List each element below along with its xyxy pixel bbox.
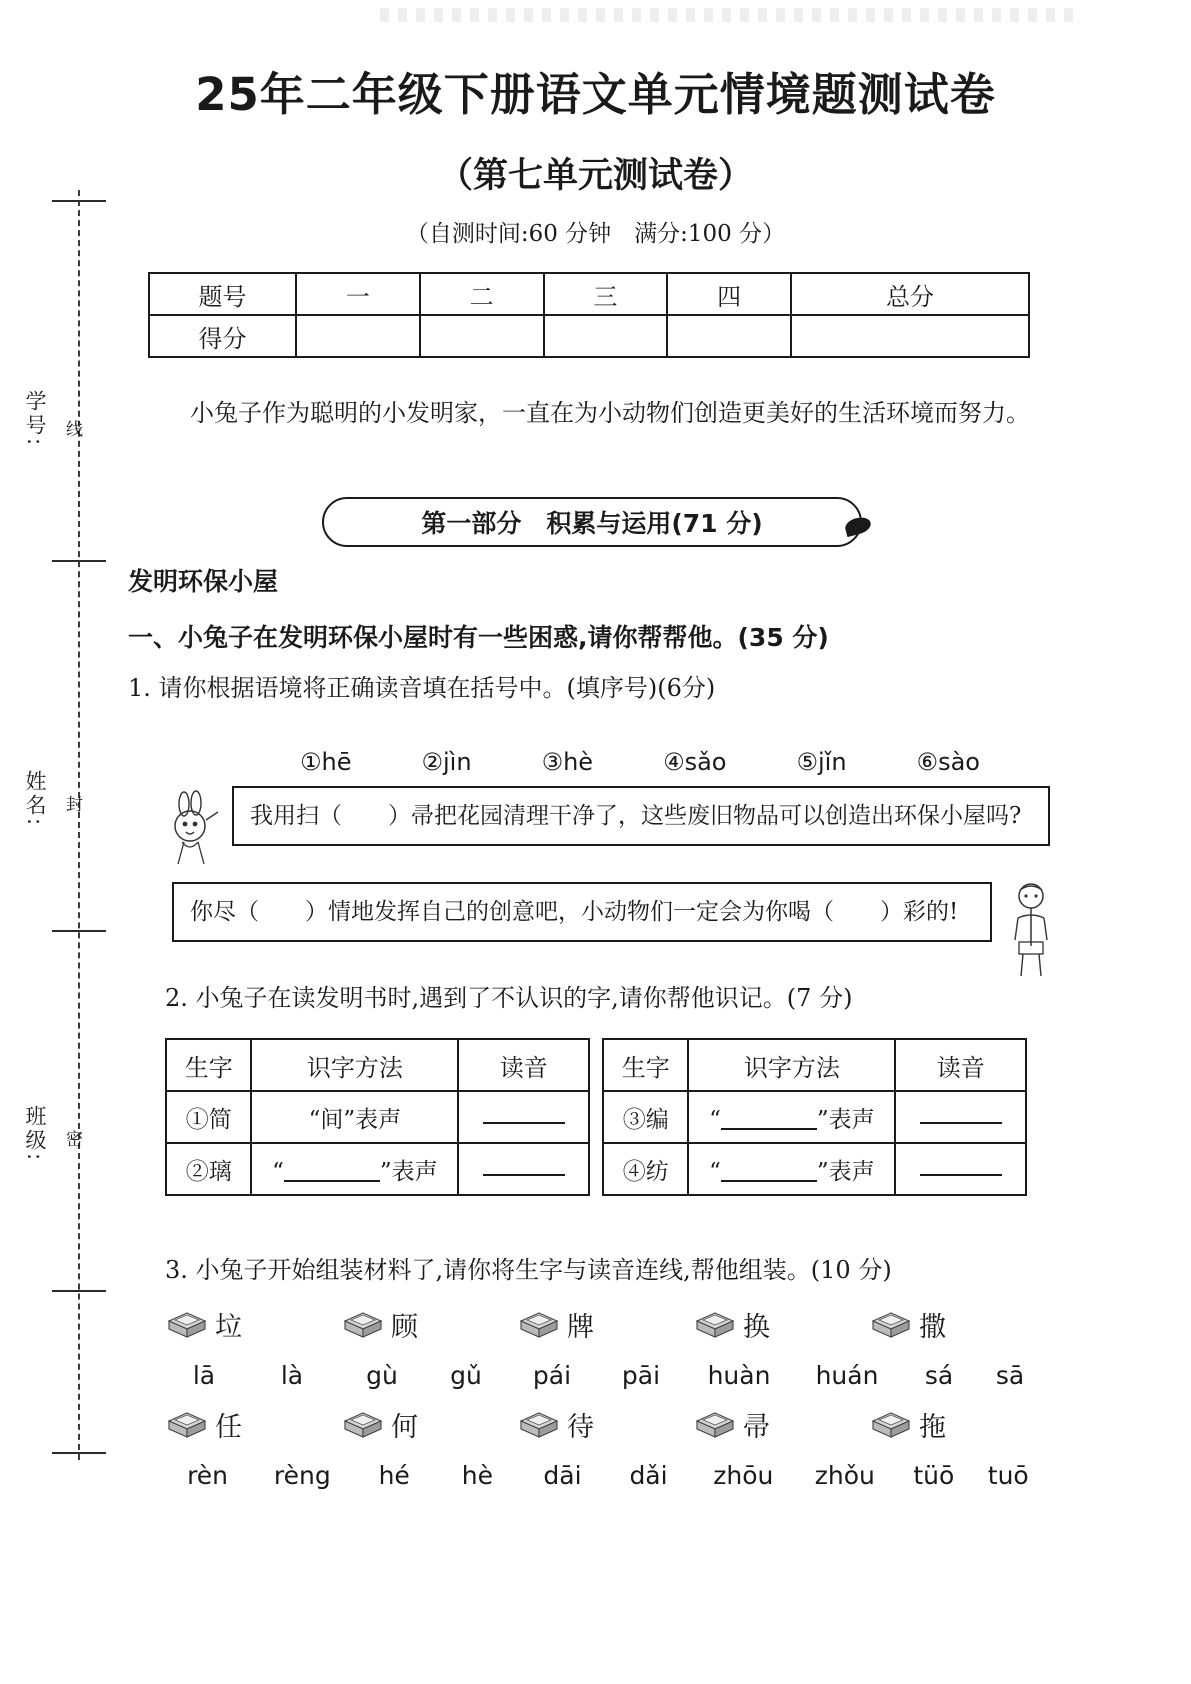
pinyin-option[interactable]: ①hē	[300, 748, 352, 776]
method-text: ”表声	[816, 1106, 875, 1133]
score-table-row-label: 得分	[149, 315, 296, 357]
margin-dash	[52, 200, 106, 202]
match-character: 换	[743, 1311, 770, 1343]
material-box-icon	[869, 1309, 913, 1339]
material-box-icon	[869, 1409, 913, 1439]
page-subtitle: （第七单元测试卷）	[437, 156, 753, 196]
pinyin-choice[interactable]: gǔ	[450, 1360, 482, 1390]
pinyin-option-row	[300, 748, 980, 776]
table-row	[166, 1143, 589, 1195]
sub-question-1	[128, 668, 715, 703]
sub-question-3	[165, 1250, 892, 1285]
material-box-icon	[341, 1309, 385, 1339]
material-box-icon	[517, 1409, 561, 1439]
match-character: 何	[391, 1411, 418, 1443]
pinyin-choice[interactable]: gù	[366, 1360, 398, 1390]
margin-dash	[52, 1290, 106, 1292]
pinyin-choice[interactable]: hé	[378, 1460, 410, 1490]
sub-question-2-number: 2.	[165, 984, 188, 1012]
material-box-icon	[693, 1309, 737, 1339]
material-box-icon	[341, 1409, 385, 1439]
match-item[interactable]	[517, 1305, 693, 1344]
boy-speech-bubble: 你尽（ ）情地发挥自己的创意吧，小动物们一定会为你喝（ ）彩的!	[172, 882, 992, 942]
score-table	[148, 272, 1030, 358]
pinyin-choice[interactable]: tüō	[913, 1460, 955, 1490]
pinyin-choice[interactable]: huàn	[707, 1360, 771, 1390]
match-character: 待	[567, 1411, 594, 1443]
pinyin-option[interactable]: ③hè	[541, 748, 594, 776]
table-row	[603, 1039, 1026, 1091]
table-row	[149, 315, 1029, 357]
pinyin-option[interactable]: ⑤jǐn	[796, 748, 847, 776]
method-blank[interactable]	[721, 1110, 817, 1130]
section-banner: 第一部分 积累与运用(71 分)	[322, 497, 862, 547]
pinyin-option[interactable]: ②jìn	[421, 748, 472, 776]
method-cell[interactable]: “ ”表声	[688, 1143, 895, 1195]
match-pinyin-row	[165, 1454, 1045, 1496]
reading-answer-cell[interactable]	[458, 1143, 589, 1195]
pinyin-choice[interactable]: pāi	[621, 1360, 661, 1390]
match-item[interactable]	[341, 1405, 517, 1444]
binding-margin	[0, 0, 112, 1684]
character-table-right	[602, 1038, 1027, 1196]
table-row	[149, 273, 1029, 315]
score-table-col-header: 总分	[791, 273, 1029, 315]
character-cell: ②璃	[166, 1143, 251, 1195]
match-block-row-1	[165, 1300, 1045, 1396]
score-table-row-label: 题号	[149, 273, 296, 315]
score-cell[interactable]	[667, 315, 791, 357]
character-cell: ③编	[603, 1091, 688, 1143]
material-box-icon	[693, 1409, 737, 1439]
answer-blank[interactable]	[920, 1158, 1002, 1176]
table-row	[166, 1039, 589, 1091]
pinyin-choice[interactable]: zhōu	[713, 1460, 774, 1490]
column-header-reading: 读音	[895, 1039, 1026, 1091]
score-cell[interactable]	[420, 315, 544, 357]
column-header-character: 生字	[603, 1039, 688, 1091]
page-top-artifact	[380, 8, 1080, 22]
material-box-icon	[517, 1309, 561, 1339]
match-item[interactable]	[165, 1305, 341, 1344]
match-item[interactable]	[869, 1305, 1045, 1344]
match-character: 顾	[391, 1311, 418, 1343]
material-box-icon	[165, 1409, 209, 1439]
match-item[interactable]	[165, 1405, 341, 1444]
margin-seal-char-feng: 封	[62, 795, 82, 812]
sub-question-1-text: 请你根据语境将正确读音填在括号中。(填序号)(6分)	[158, 674, 716, 702]
match-character: 撒	[919, 1311, 946, 1343]
match-character: 垃	[215, 1311, 242, 1343]
margin-dash	[52, 1452, 106, 1454]
pinyin-choice[interactable]: dǎi	[629, 1460, 668, 1490]
margin-dash	[52, 560, 106, 562]
scene-title: 发明环保小屋	[128, 567, 279, 596]
method-blank[interactable]	[721, 1162, 817, 1182]
exam-info: （自测时间:60 分钟 满分:100 分）	[405, 221, 786, 247]
table-row	[603, 1143, 1026, 1195]
table-row	[166, 1091, 589, 1143]
match-character-row	[165, 1400, 1045, 1448]
character-cell: ①简	[166, 1091, 251, 1143]
pinyin-choice[interactable]: lā	[192, 1360, 216, 1390]
answer-blank[interactable]	[483, 1106, 565, 1124]
sub-question-2-text: 小兔子在读发明书时,遇到了不认识的字,请你帮他识记。(7 分)	[195, 984, 853, 1012]
margin-seal-char-line: 线	[62, 420, 82, 437]
score-cell[interactable]	[296, 315, 420, 357]
margin-label-class: 班级:	[23, 1105, 47, 1164]
pinyin-choice[interactable]: rèn	[187, 1460, 229, 1490]
score-table-col-header: 二	[420, 273, 544, 315]
method-text: ”表声	[379, 1158, 438, 1185]
column-header-character: 生字	[166, 1039, 251, 1091]
character-cell: ④纺	[603, 1143, 688, 1195]
dashed-fold-line	[78, 190, 80, 1460]
margin-label-student-id: 学号:	[23, 390, 47, 449]
match-item[interactable]	[517, 1405, 693, 1444]
character-table-left	[165, 1038, 590, 1196]
column-header-method: 识字方法	[688, 1039, 895, 1091]
pinyin-choice[interactable]: sā	[995, 1360, 1025, 1390]
method-cell[interactable]: “ ”表声	[251, 1143, 458, 1195]
pinyin-choice[interactable]: pái	[532, 1360, 572, 1390]
sub-question-3-text: 小兔子开始组装材料了,请你将生字与读音连线,帮他组装。(10 分)	[195, 1256, 892, 1284]
pinyin-choice[interactable]: zhǒu	[814, 1460, 875, 1490]
sub-question-1-number: 1.	[128, 674, 151, 702]
answer-blank[interactable]	[920, 1106, 1002, 1124]
pinyin-choice[interactable]: huán	[815, 1360, 879, 1390]
column-header-reading: 读音	[458, 1039, 589, 1091]
score-cell[interactable]	[791, 315, 1029, 357]
rabbit-speech-bubble: 我用扫（ ）帚把花园清理干净了，这些废旧物品可以创造出环保小屋吗?	[232, 786, 1050, 846]
match-pinyin-row	[165, 1354, 1045, 1396]
method-text: “间”表声	[308, 1106, 402, 1133]
match-character: 牌	[567, 1311, 594, 1343]
pinyin-choice[interactable]: sá	[924, 1360, 954, 1390]
reading-answer-cell[interactable]	[895, 1091, 1026, 1143]
match-character: 拖	[919, 1411, 946, 1443]
rabbit-character-icon	[160, 790, 230, 872]
pinyin-choice[interactable]: dāi	[543, 1460, 582, 1490]
score-table-col-header: 一	[296, 273, 420, 315]
material-box-icon	[165, 1309, 209, 1339]
score-table-col-header: 三	[544, 273, 668, 315]
sub-question-2	[165, 978, 852, 1013]
score-cell[interactable]	[544, 315, 668, 357]
match-character: 任	[215, 1411, 242, 1443]
answer-blank[interactable]	[483, 1158, 565, 1176]
match-block-row-2	[165, 1400, 1045, 1496]
method-cell	[251, 1091, 458, 1143]
pinyin-choice[interactable]: hè	[461, 1460, 493, 1490]
sub-question-3-number: 3.	[165, 1256, 188, 1284]
match-character: 帚	[743, 1411, 770, 1443]
margin-dash	[52, 930, 106, 932]
match-item[interactable]	[341, 1305, 517, 1344]
margin-label-name: 姓名:	[23, 770, 47, 829]
question-one-heading: 一、小兔子在发明环保小屋时有一些困惑,请你帮帮他。(35 分)	[128, 623, 829, 652]
boy-character-icon	[1000, 880, 1062, 980]
table-row	[603, 1091, 1026, 1143]
method-blank[interactable]	[284, 1162, 380, 1182]
method-cell[interactable]: “ ”表声	[688, 1091, 895, 1143]
match-character-row	[165, 1300, 1045, 1348]
match-item[interactable]	[869, 1405, 1045, 1444]
page-title: 25年二年级下册语文单元情境题测试卷	[195, 68, 996, 121]
match-item[interactable]	[693, 1305, 869, 1344]
reading-answer-cell[interactable]	[895, 1143, 1026, 1195]
column-header-method: 识字方法	[251, 1039, 458, 1091]
pinyin-option[interactable]: ⑥sào	[916, 748, 980, 776]
method-text: ”表声	[816, 1158, 875, 1185]
intro-paragraph: 小兔子作为聪明的小发明家，一直在为小动物们创造更美好的生活环境而努力。	[190, 399, 1030, 427]
match-item[interactable]	[693, 1405, 869, 1444]
pinyin-option[interactable]: ④sǎo	[663, 748, 727, 776]
pinyin-choice[interactable]: tuō	[987, 1460, 1029, 1490]
score-table-col-header: 四	[667, 273, 791, 315]
margin-seal-char-mi: 密	[62, 1130, 82, 1147]
reading-answer-cell[interactable]	[458, 1091, 589, 1143]
pinyin-choice[interactable]: rèng	[273, 1460, 331, 1490]
pinyin-choice[interactable]: là	[280, 1360, 304, 1390]
